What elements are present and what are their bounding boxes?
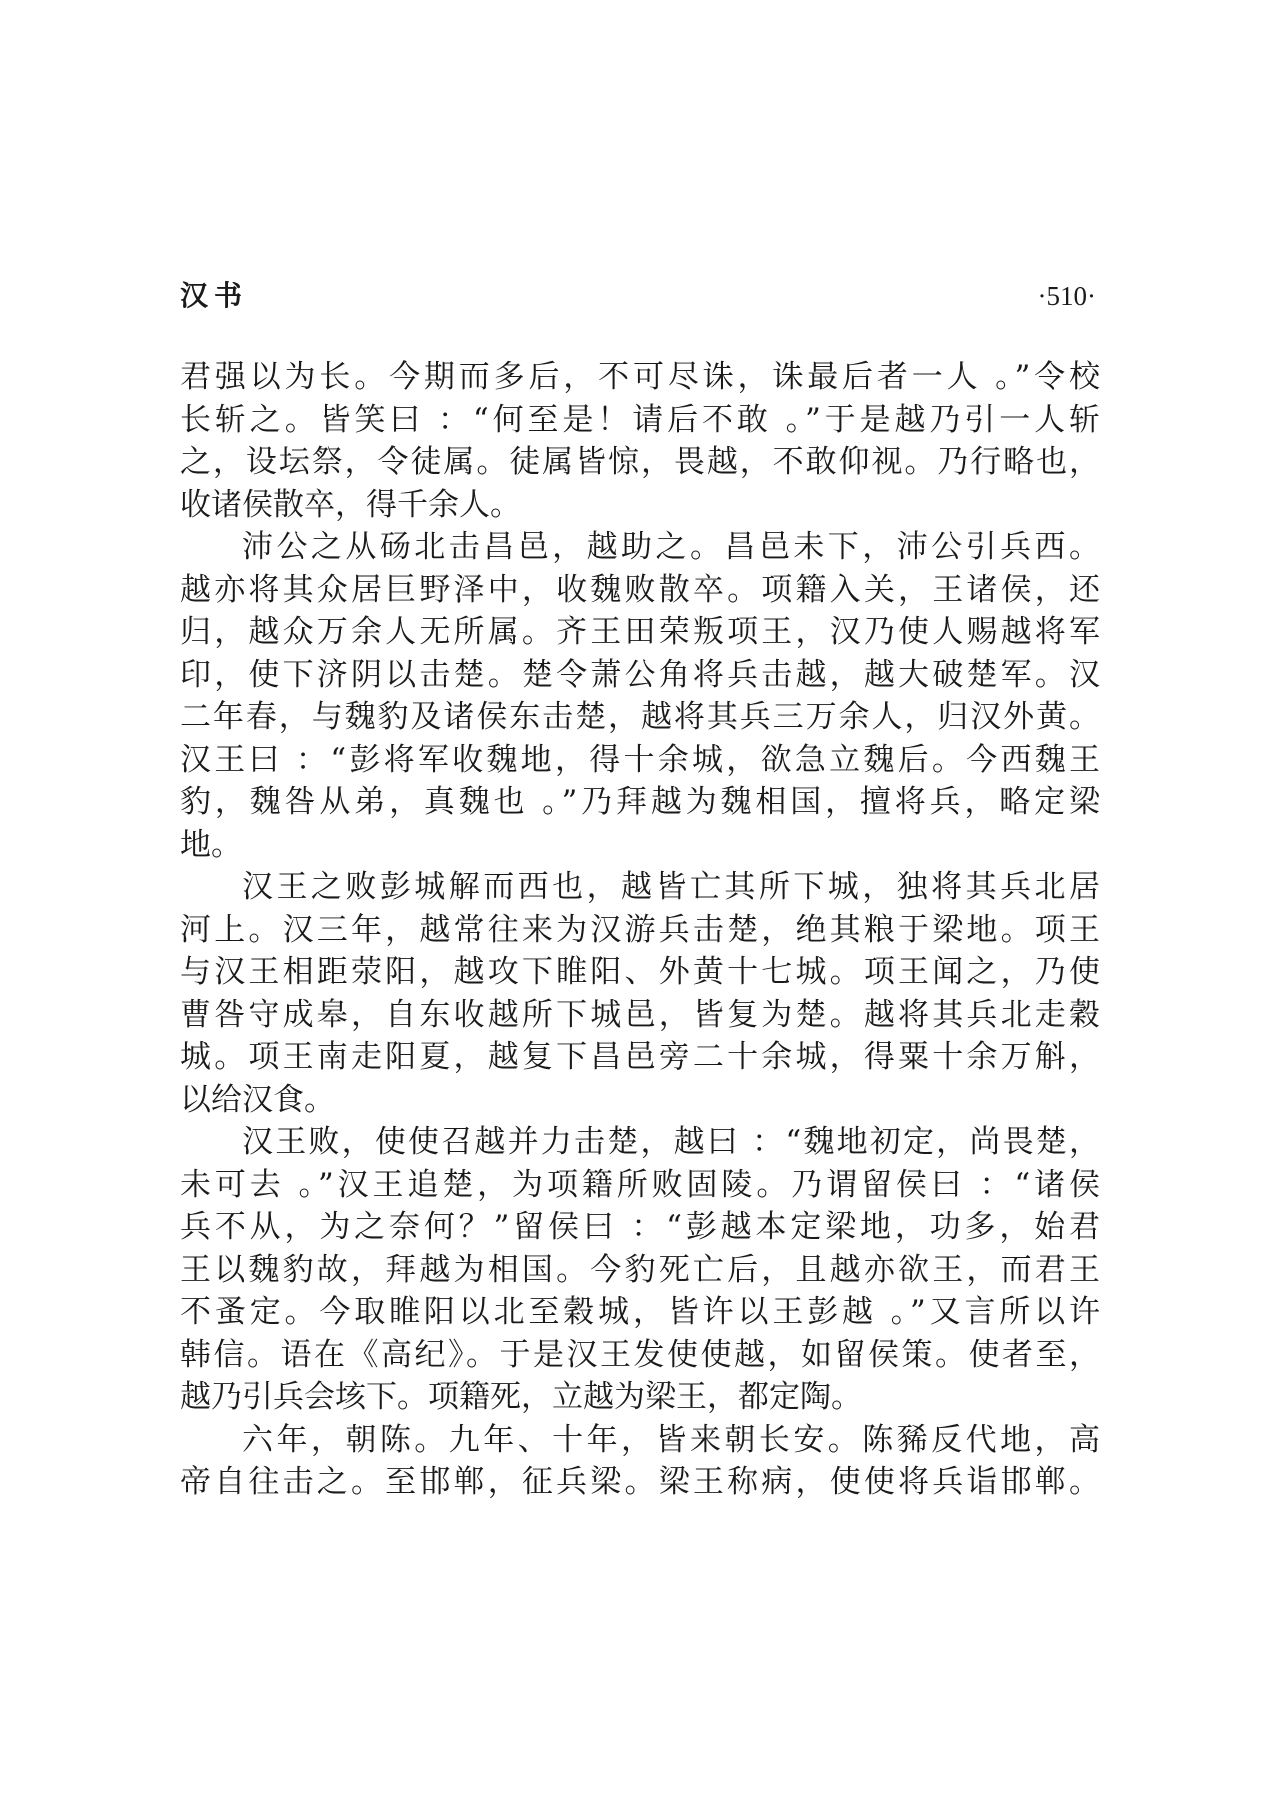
text-line: 以给汉食。 xyxy=(180,1081,335,1118)
text-line: 与汉王相距荥阳，越攻下睢阳、外黄十七城。项王闻之，乃使 xyxy=(180,954,1100,990)
page-header xyxy=(180,276,1096,316)
text-line: 君强以为长。今期而多后，不可尽诛，诛最后者一人 。”令校 xyxy=(180,359,1100,395)
body-text xyxy=(180,356,1100,1504)
text-line: 地。 xyxy=(180,826,242,863)
text-line: 王以魏豹故，拜越为相国。今豹死亡后，且越亦欲王，而君王 xyxy=(180,1251,1100,1288)
text-line: 未可去 。”汉王追楚，为项籍所败固陵。乃谓留侯曰 ：“诸侯 xyxy=(180,1166,1100,1203)
text-line: 豹，魏咎从弟，真魏也 。”乃拜越为魏相国，擅将兵，略定梁 xyxy=(180,784,1100,820)
text-line: 帝自往击之。至邯郸，征兵梁。梁王称病，使使将兵诣邯郸。 xyxy=(180,1464,1100,1500)
text-line: 收诸侯散卒，得千余人。 xyxy=(180,486,521,523)
text-line: 兵不从，为之奈何？”留侯曰 ：“彭越本定梁地，功多，始君 xyxy=(180,1209,1100,1245)
paragraph-first-line: 汉王之败彭城解而西也，越皆亡其所下城，独将其兵北居 xyxy=(242,869,1100,905)
paragraph-first-line: 汉王败，使使召越并力击楚，越曰 ：“魏地初定，尚畏楚， xyxy=(242,1124,1100,1160)
text-line: 城。项王南走阳夏，越复下昌邑旁二十余城，得粟十余万斛， xyxy=(180,1039,1100,1075)
text-line: 归，越众万余人无所属。齐王田荣叛项王，汉乃使人赐越将军 xyxy=(180,614,1100,650)
text-line: 之，设坛祭，令徒属。徒属皆惊，畏越，不敢仰视。乃行略也， xyxy=(180,444,1100,480)
paragraph-first-line: 六年，朝陈。九年、十年，皆来朝长安。陈豨反代地，高 xyxy=(242,1421,1100,1458)
paragraph-first-line: 沛公之从砀北击昌邑，越助之。昌邑未下，沛公引兵西。 xyxy=(242,529,1100,565)
text-line: 曹咎守成皋，自东收越所下城邑，皆复为楚。越将其兵北走穀 xyxy=(180,996,1100,1033)
book-title: 汉书 xyxy=(180,279,249,312)
text-line: 越乃引兵会垓下。项籍死，立越为梁王，都定陶。 xyxy=(180,1379,862,1415)
text-line: 越亦将其众居巨野泽中，收魏败散卒。项籍入关，王诸侯，还 xyxy=(180,571,1100,608)
text-line: 汉王曰 ：“彭将军收魏地，得十余城，欲急立魏后。今西魏王 xyxy=(180,741,1100,778)
text-line: 不蚤定。今取睢阳以北至穀城，皆许以王彭越 。”又言所以许 xyxy=(180,1294,1100,1330)
text-line: 河上。汉三年，越常往来为汉游兵击楚，绝其粮于梁地。项王 xyxy=(180,911,1100,948)
text-line: 长斩之。皆笑曰 ：“何至是！请后不敢 。”于是越乃引一人斩 xyxy=(180,401,1100,438)
text-line: 印，使下济阴以击楚。楚令萧公角将兵击越，越大破楚军。汉 xyxy=(180,656,1100,693)
page-number: ·510· xyxy=(1037,281,1096,311)
text-line: 二年春，与魏豹及诸侯东击楚，越将其兵三万余人，归汉外黄。 xyxy=(180,699,1100,735)
text-line: 韩信。语在《高纪》。于是汉王发使使越，如留侯策。使者至， xyxy=(180,1336,1100,1373)
